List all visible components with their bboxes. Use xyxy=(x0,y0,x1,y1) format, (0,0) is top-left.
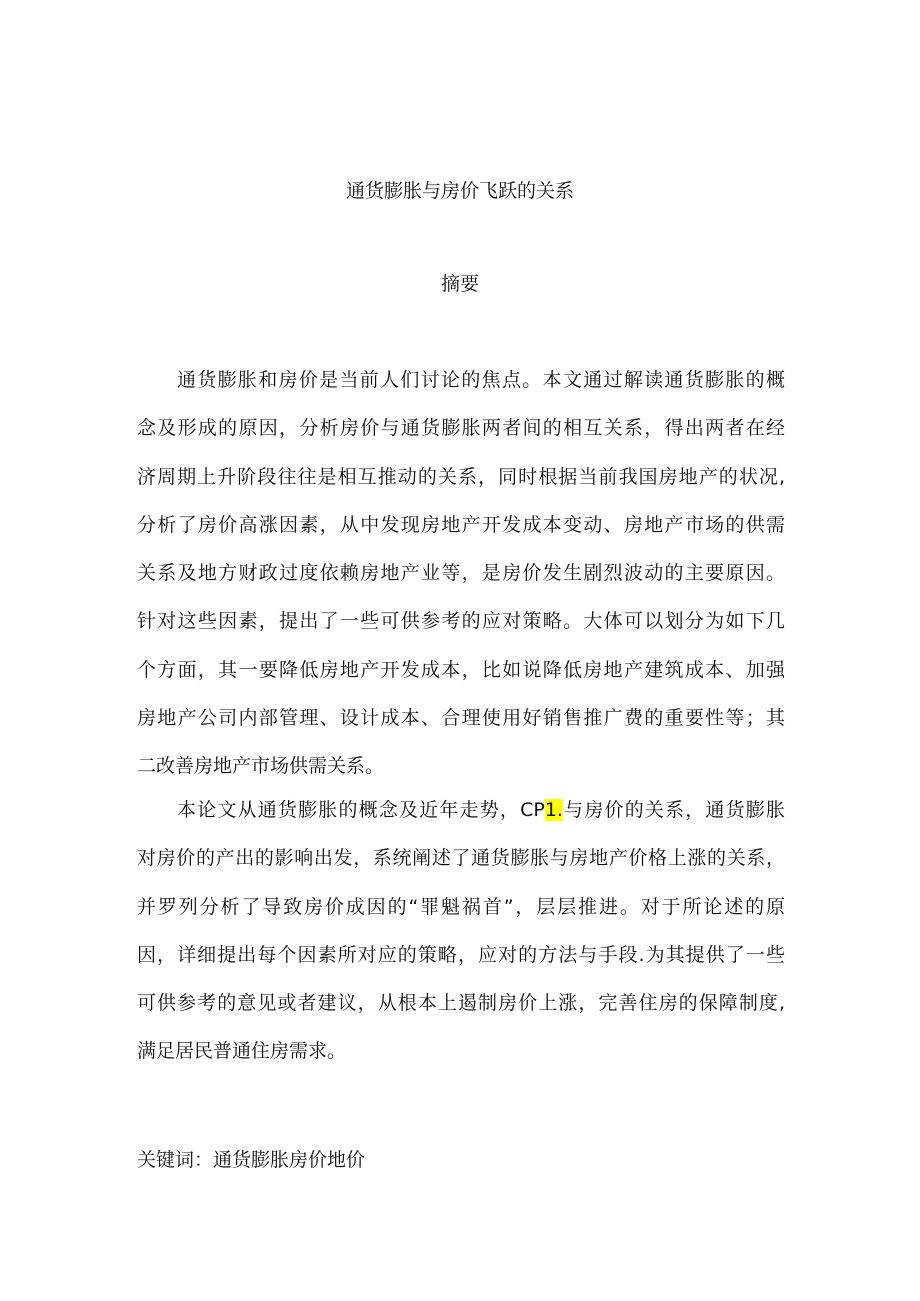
paragraph-line: 对房价的产出的影响出发，系统阐述了通货膨胀与房地产价格上涨的关系， xyxy=(137,847,785,870)
paragraph-line: 分析了房价高涨因素，从中发现房地产开发成本变动、房地产市场的供需 xyxy=(137,513,785,536)
paragraph-line: 关系及地方财政过度依赖房地产业等，是房价发生剧烈波动的主要原因。 xyxy=(137,562,785,585)
paragraph-line-first xyxy=(137,786,785,834)
paragraph-line: 房地产公司内部管理、设计成本、合理使用好销售推广费的重要性等；其 xyxy=(137,707,785,730)
paragraph-text: 本论文从通货膨胀的概念及近年走势，CP xyxy=(177,799,545,821)
keywords-line: 关键词：通货膨胀房价地价 xyxy=(137,1149,366,1171)
paragraph-line: 通货膨胀和房价是当前人们讨论的焦点。本文通过解读通货膨胀的概 xyxy=(177,369,785,391)
paragraph-line: 念及形成的原因，分析房价与通货膨胀两者间的相互关系，得出两者在经 xyxy=(137,417,785,440)
paragraph-line: 可供参考的意见或者建议，从根本上遏制房价上涨，完善住房的保障制度, xyxy=(137,992,785,1015)
abstract-paragraph-1 xyxy=(137,356,785,791)
document-title: 通货膨胀与房价飞跃的关系 xyxy=(345,180,574,202)
abstract-paragraph-2 xyxy=(137,786,785,1076)
paragraph-line: 二改善房地产市场供需关系。 xyxy=(137,755,385,778)
paragraph-line: 并罗列分析了导致房价成因的“罪魁祸首”，层层推进。对于所论述的原 xyxy=(137,895,785,918)
paragraph-line: 因，详细提出每个因素所对应的策略，应对的方法与手段.为其提供了一些 xyxy=(137,943,785,966)
abstract-heading: 摘要 xyxy=(440,273,479,295)
highlighted-text: 1. xyxy=(544,799,563,821)
paragraph-line: 济周期上升阶段往往是相互推动的关系，同时根据当前我国房地产的状况, xyxy=(137,465,785,488)
paragraph-line: 针对这些因素，提出了一些可供参考的应对策略。大体可以划分为如下几 xyxy=(137,610,785,633)
paragraph-text: 与房价的关系，通货膨胀 xyxy=(562,799,785,821)
paragraph-line: 满足居民普通住房需求。 xyxy=(137,1040,347,1063)
paragraph-line: 个方面，其一要降低房地产开发成本，比如说降低房地产建筑成本、加强 xyxy=(137,658,785,681)
